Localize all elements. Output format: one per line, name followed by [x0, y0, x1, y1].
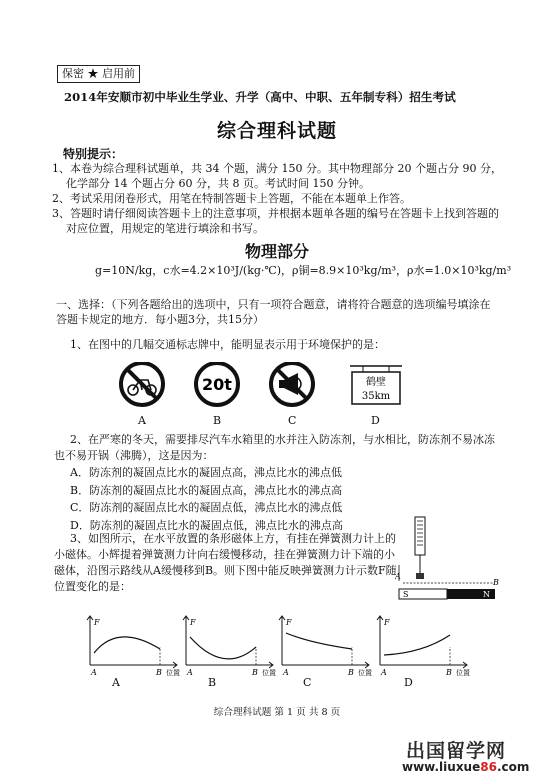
physics-constants: g=10N/kg，c水=4.2×10³J/(kg·℃)，ρ铜=8.9×10³kg/m³，ρ水=1.0×10³kg/m³: [95, 264, 512, 277]
section-1-instructions: 一、选择：（下列各题给出的选项中，只有一项符合题意，请将符合题意的选项编号填涂在答题卡规定的地方．每小题3分，共15分）: [56, 298, 491, 326]
distance-board-sign-icon: [350, 366, 402, 404]
notice-list: [52, 161, 502, 236]
sign-d-place: 鹤壁: [366, 377, 386, 388]
confidential-label: 保密 ★ 启用前: [57, 65, 140, 83]
notice-item-3: 3、答题时请仔细阅读答题卡上的注意事项，并根据本题单各题的编号在答题卡上找到答题的对应位置，用规定的笔进行填涂和书写。: [52, 207, 499, 235]
y-axis-label: F: [190, 618, 196, 627]
question-3: 3、如图所示，在水平放置的条形磁体上方，有挂在弹簧测力计上的小磁体。小辉提着弹簧测力计向右缓慢移动，挂在弹簧测力计下端的小磁体，沿图示路线从A缓慢移到B。则下图中能反映弹簧测力计示数F随位置变化的是：: [54, 532, 397, 593]
option-a: A．防冻剂的凝固点比水的凝固点高，沸点比水的沸点低: [70, 466, 342, 479]
x-point-a: A: [187, 668, 193, 677]
graph-label-d: D: [404, 676, 413, 689]
watermark-url-3: .com: [496, 760, 530, 774]
option-c: C．防冻剂的凝固点比水的凝固点低，沸点比水的沸点低: [70, 501, 343, 514]
graph-c: [279, 616, 372, 677]
graph-a: [87, 616, 180, 677]
weight-limit-sign-icon: [196, 363, 238, 405]
no-bicycle-sign-icon: [121, 363, 163, 405]
y-axis-label: F: [94, 618, 100, 627]
watermark-title: 出国留学网: [406, 740, 507, 762]
x-point-b: B: [348, 668, 354, 677]
force-curve: [286, 633, 352, 649]
x-axis-label: 位置: [358, 669, 372, 677]
spring-scale-icon: [415, 517, 425, 579]
sign-d-distance: 35km: [361, 391, 391, 402]
y-axis-label: F: [286, 618, 292, 627]
option-d: D．防冻剂的凝固点比水的凝固点低，沸点比水的沸点高: [70, 518, 343, 532]
force-curve: [190, 637, 256, 659]
watermark-url: [402, 760, 529, 774]
y-axis-label: F: [384, 618, 390, 627]
graph-b: [183, 616, 276, 677]
x-axis-label: 位置: [262, 669, 276, 677]
x-point-a: A: [91, 668, 97, 677]
notice-item-1: 1、本卷为综合理科试题单，共 34 个题，满分 150 分。其中物理部分 20 个题占分 90 分，化学部分 14 个题占分 60 分，共 8 页。考试时间 150 分钟。: [52, 162, 502, 190]
force-curve: [384, 635, 450, 655]
graph-d: [377, 616, 470, 677]
x-point-a: A: [283, 668, 289, 677]
sign-label-d: D: [371, 414, 380, 427]
sign-label-b: B: [213, 414, 222, 427]
magnet-n-label: N: [483, 590, 490, 599]
x-point-b: B: [252, 668, 258, 677]
notice-label: 特别提示：: [63, 147, 124, 161]
magnet-s-label: S: [403, 590, 409, 599]
x-point-b: B: [156, 668, 162, 677]
point-b-label: B: [493, 578, 499, 587]
no-horn-sign-icon: [271, 363, 313, 405]
graph-label-b: B: [208, 676, 217, 689]
sign-b-text: 20t: [202, 375, 232, 394]
graph-label-c: C: [303, 676, 312, 689]
force-curve: [94, 637, 160, 653]
page-footer: 综合理科试题 第 1 页 共 8 页: [213, 707, 341, 718]
notice-item-2: 2、考试采用闭卷形式，用笔在特制答题卡上答题，不能在本题单上作答。: [52, 192, 411, 205]
spring-scale-magnet-figure: [395, 515, 503, 605]
x-axis-label: 位置: [456, 669, 470, 677]
question-2: 2、在严寒的冬天，需要排尽汽车水箱里的水并注入防冻剂，与水相比，防冻剂不易冰冻也不易开锅（沸腾），这是因为：: [54, 433, 495, 462]
question-2-options: [70, 464, 343, 534]
point-a-label: A: [395, 572, 401, 581]
watermark-url-1: www.liuxue: [402, 760, 481, 774]
x-point-a: A: [381, 668, 387, 677]
exam-title: 2014年安顺市初中毕业生学业、升学（高中、中职、五年制专科）招生考试: [64, 90, 456, 104]
x-point-b: B: [446, 668, 452, 677]
traffic-signs-figure: [112, 362, 412, 432]
physics-heading: 物理部分: [244, 242, 309, 261]
sign-label-c: C: [288, 414, 297, 427]
option-b: B．防冻剂的凝固点比水的凝固点高，沸点比水的沸点高: [70, 483, 343, 497]
force-position-graphs: [78, 613, 498, 688]
watermark-url-2: 86: [480, 760, 497, 774]
question-1: 1、在图中的几幅交通标志牌中，能明显表示用于环境保护的是：: [70, 338, 385, 351]
graph-label-a: A: [112, 676, 120, 689]
bar-magnet-icon: [399, 589, 495, 599]
sign-label-a: A: [138, 414, 146, 427]
subject-title: 综合理科试题: [216, 120, 337, 142]
x-axis-label: 位置: [166, 669, 180, 677]
